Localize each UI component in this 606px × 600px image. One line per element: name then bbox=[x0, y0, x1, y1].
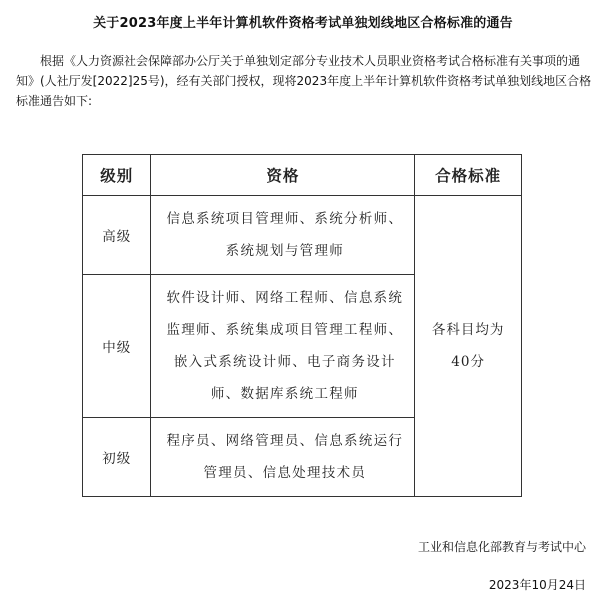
level-cell: 高级 bbox=[83, 196, 151, 275]
standard-cell bbox=[415, 196, 522, 497]
standard-line-2: 40分 bbox=[451, 354, 485, 370]
qualification-cell: 信息系统项目管理师、系统分析师、系统规划与管理师 bbox=[151, 196, 415, 275]
level-cell: 初级 bbox=[83, 418, 151, 497]
qualification-cell: 程序员、网络管理员、信息系统运行管理员、信息处理技术员 bbox=[151, 418, 415, 497]
issue-date: 2023年10月24日 bbox=[488, 578, 586, 592]
header-level: 级别 bbox=[83, 155, 151, 196]
header-standard: 合格标准 bbox=[415, 155, 522, 196]
standard-line-1: 各科目均为 bbox=[431, 322, 505, 338]
table-row bbox=[83, 196, 522, 275]
table-header-row bbox=[83, 155, 522, 196]
notice-intro: 根据《人力资源社会保障部办公厅关于单独划定部分专业技术人员职业资格考试合格标准有关事项的通知》(人社厅发[2022]25号)，经有关部门授权，现将2023年度上半年计算机软件资格考试单独划线地区合格标准通告如下: bbox=[16, 54, 592, 108]
issuer-name: 工业和信息化部教育与考试中心 bbox=[417, 540, 586, 554]
level-cell: 中级 bbox=[83, 275, 151, 418]
qualification-cell: 软件设计师、网络工程师、信息系统监理师、系统集成项目管理工程师、嵌入式系统设计师、电子商务设计师、数据库系统工程师 bbox=[151, 275, 415, 418]
standards-table bbox=[82, 154, 522, 497]
notice-title: 关于2023年度上半年计算机软件资格考试单独划线地区合格标准的通告 bbox=[93, 16, 513, 31]
header-qualification: 资格 bbox=[151, 155, 415, 196]
